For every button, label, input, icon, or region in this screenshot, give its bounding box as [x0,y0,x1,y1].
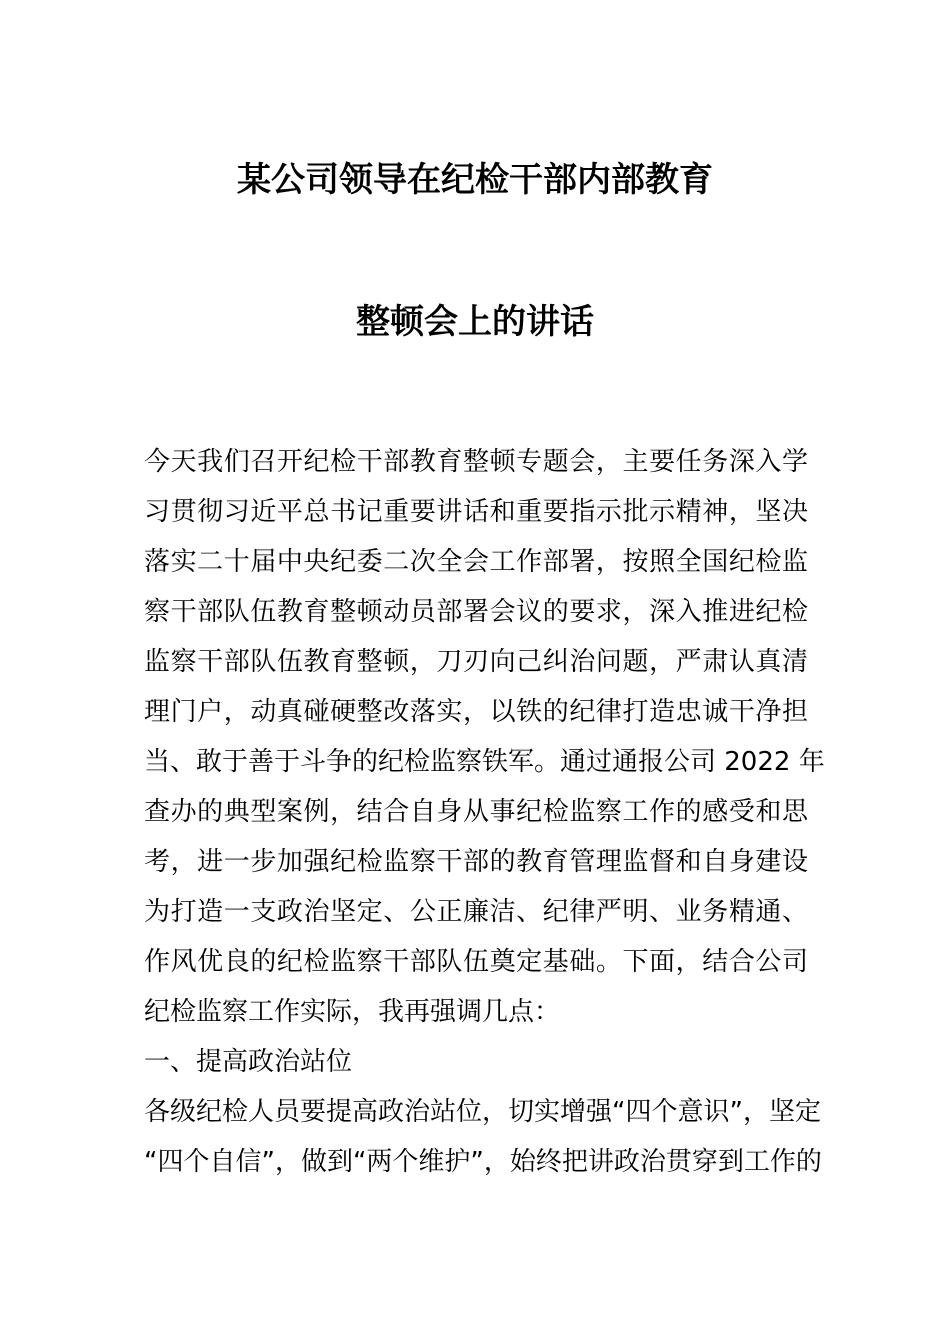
body-line: 当、敢于善于斗争的纪检监察铁军。通过通报公司 2022 年 [144,747,825,777]
body-line: 察干部队伍教育整顿动员部署会议的要求，深入推进纪检 [144,597,808,627]
document-body [144,442,825,1192]
body-line: 落实二十届中央纪委二次全会工作部署，按照全国纪检监 [144,547,808,577]
document-title-line-1: 某公司领导在纪检干部内部教育 [237,160,713,200]
section-line: 各级纪检人员要提高政治站位，切实增强“四个意识”，坚定 [144,1097,821,1127]
body-line: 监察干部队伍教育整顿，刀刃向己纠治问题，严肃认真清 [144,647,808,677]
body-line: 为打造一支政治坚定、公正廉洁、纪律严明、业务精通、 [144,897,808,927]
section-heading: 一、提高政治站位 [144,1047,353,1077]
body-line: 纪检监察工作实际，我再强调几点： [144,997,561,1027]
section-line: “四个自信”，做到“两个维护”，始终把讲政治贯穿到工作的 [144,1147,822,1177]
body-line: 查办的典型案例，结合自身从事纪检监察工作的感受和思 [144,797,808,827]
body-line: 今天我们召开纪检干部教育整顿专题会，主要任务深入学 [144,447,808,477]
body-line: 习贯彻习近平总书记重要讲话和重要指示批示精神，坚决 [144,497,808,527]
body-line: 作风优良的纪检监察干部队伍奠定基础。下面，结合公司 [144,947,808,977]
body-line: 理门户，动真碰硬整改落实，以铁的纪律打造忠诚干净担 [144,697,808,727]
body-line: 考，进一步加强纪检监察干部的教育管理监督和自身建设 [144,847,808,877]
document-title-line-2: 整顿会上的讲话 [356,302,594,342]
